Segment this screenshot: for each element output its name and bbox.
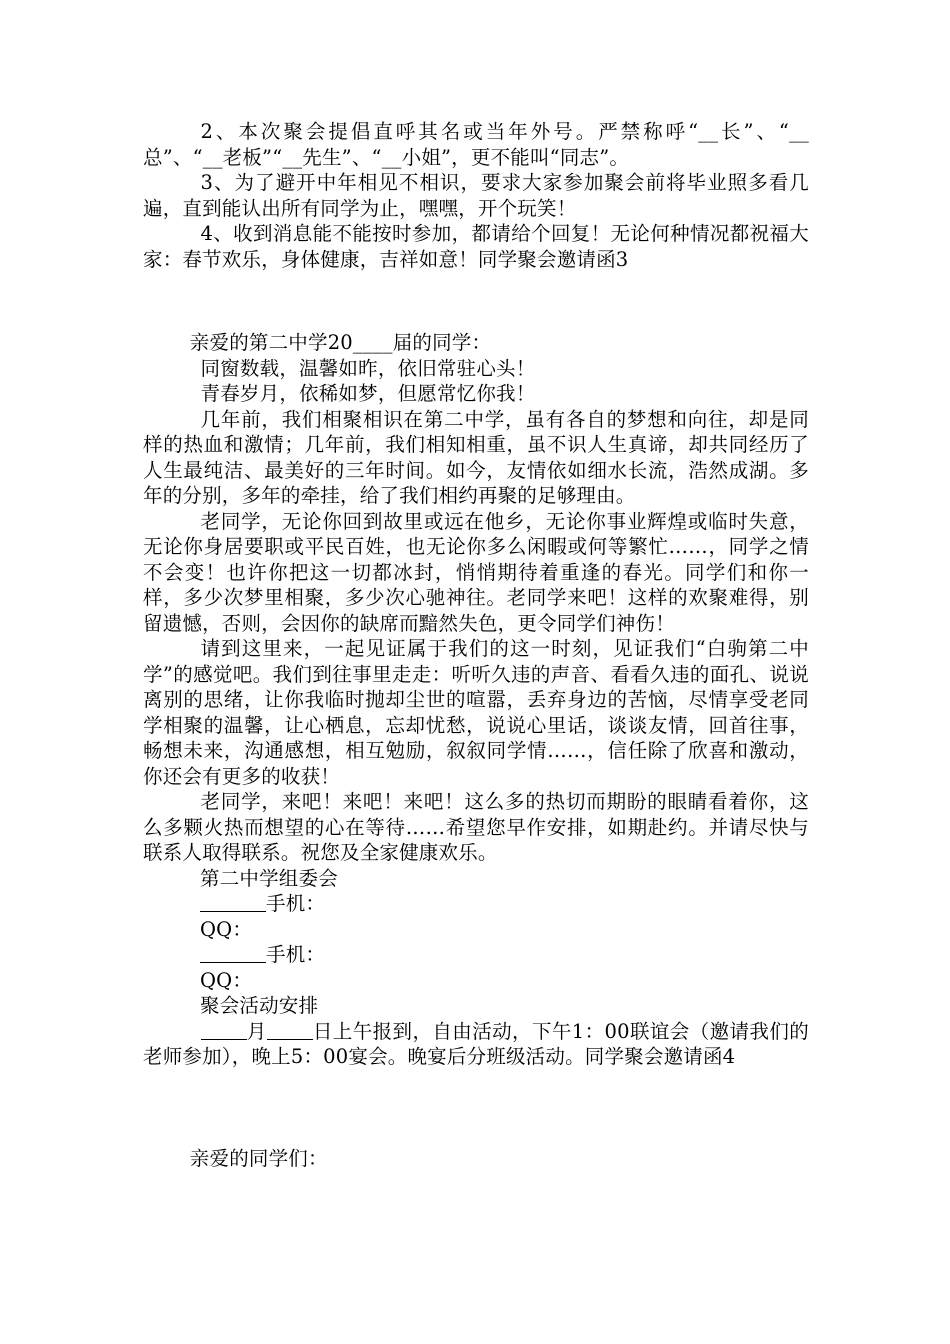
invitation-paragraph-1: 几年前，我们相聚相识在第二中学，虽有各自的梦想和向往，却是同样的热血和激情；几年前，我们相知相重，虽不识人生真谛，却共同经历了人生最纯洁、最美好的三年时间。如今，友情依如细水长流，浩然成湖。多年的分别，多年的牵挂，给了我们相约再聚的足够理由。: [143, 407, 809, 507]
schedule-title: 聚会活动安排: [200, 994, 319, 1017]
qq-label: QQ：: [200, 968, 253, 992]
phone-label: 手机：: [266, 892, 326, 915]
invitation-paragraph-4: 老同学，来吧！来吧！来吧！这么多的热切而期盼的眼睛看着你，这么多颗火热而想望的心在等待……希望您早作安排，如期赴约。并请尽快与联系人取得联系。祝您及全家健康欢乐。: [143, 790, 809, 864]
blank-line: [267, 1019, 313, 1040]
invitation-paragraph-3: 请到这里来，一起见证属于我们的这一时刻，见证我们“白驹第二中学”的感觉吧。我们到往事里走走：听听久违的声音、看看久违的面孔、说说离别的思绪，让你我临时抛却尘世的喧嚣，丢弃身边的苦恼，尽情享受老同学相聚的温馨，让心栖息，忘却忧愁，说说心里话，谈谈友情，回首往事，畅想未来，沟通感想，相互勉励，叙叙同学情……，信任除了欣喜和激动，你还会有更多的收获！: [143, 637, 809, 788]
contact-phone-1: [143, 891, 809, 917]
salutation-3: 亲爱的第二中学20____届的同学：: [189, 331, 492, 354]
greeting-line-1: 同窗数载，温馨如昨，依旧常驻心头！: [200, 356, 536, 380]
invitation-paragraph-2: 老同学，无论你回到故里或远在他乡，无论你事业辉煌或临时失意，无论你身居要职或平民百姓，也无论你多么闲暇或何等繁忙……，同学之情不会变！也许你把这一切都冰封，悄悄期待着重逢的春光。同学们和你一样，多少次梦里相聚，多少次心驰神往。老同学来吧！这样的欢聚难得，别留遗憾，否则，会因你的缺席而黯然失色，更令同学们神伤！: [143, 509, 809, 635]
schedule-text: 日上午报到，自由活动，下午1：00联谊会（邀请我们的老师参加），晚上5：00宴会。晚宴后分班级活动。同学聚会邀请函4: [143, 1019, 810, 1068]
schedule-month: 月: [246, 1019, 267, 1043]
blank-line: [200, 892, 266, 913]
organizer-name: 第二中学组委会: [200, 866, 338, 890]
rule-4: 4、收到消息能不能按时参加，都请给个回复！无论何种情况都祝福大家：春节欢乐，身体健康，吉祥如意！同学聚会邀请函3: [143, 222, 809, 271]
greeting-line-2: 青春岁月，依稀如梦，但愿常忆你我！: [200, 382, 536, 405]
phone-label: 手机：: [266, 943, 326, 966]
rule-2: 2、本次聚会提倡直呼其名或当年外号。严禁称呼“__长”、“__总”、“__老板”“__先生”、“__小姐”，更不能叫“同志”。: [143, 120, 809, 169]
rule-3: 3、为了避开中年相见不相识，要求大家参加聚会前将毕业照多看几遍，直到能认出所有同学为止，嘿嘿，开个玩笑！: [143, 171, 809, 220]
contact-qq-1: [143, 917, 809, 943]
contact-phone-2: [143, 942, 809, 968]
spacer: [143, 1070, 809, 1146]
document-body: [143, 119, 809, 1171]
qq-label: QQ：: [200, 917, 253, 941]
schedule-details: [143, 1019, 809, 1070]
blank-line: [201, 1019, 247, 1040]
blank-line: [200, 943, 266, 964]
contact-qq-2: [143, 968, 809, 994]
spacer: [143, 272, 809, 330]
salutation-4: 亲爱的同学们：: [189, 1146, 328, 1170]
